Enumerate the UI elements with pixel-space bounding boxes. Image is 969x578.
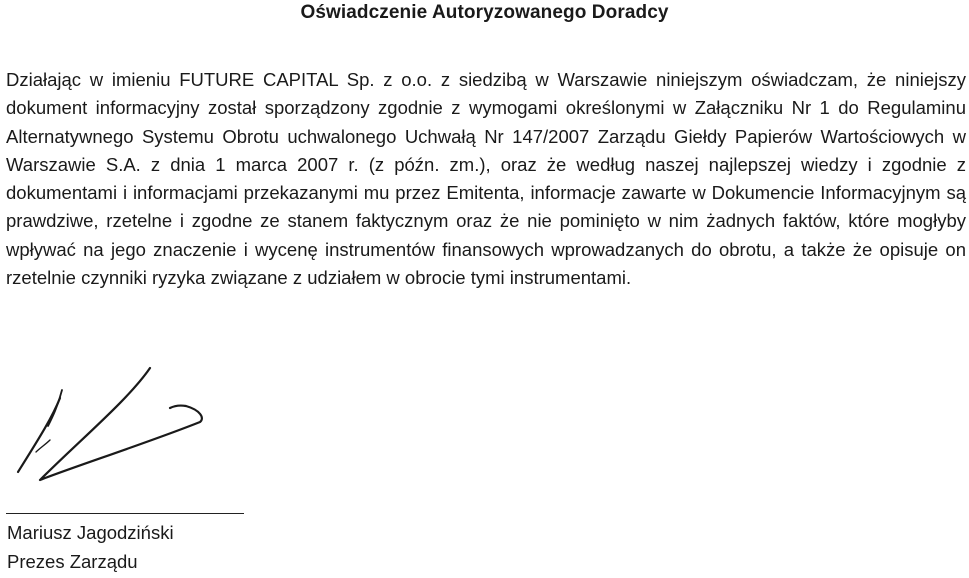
signer-name: Mariusz Jagodziński (7, 522, 174, 543)
signer-role: Prezes Zarządu (7, 551, 138, 572)
document-title: Oświadczenie Autoryzowanego Doradcy (300, 2, 669, 23)
declaration-body: Działając w imieniu FUTURE CAPITAL Sp. z o.o. z siedzibą w Warszawie niniejszym oświadczam, że niniejszy dokument informacyjny został sporządzony zgodnie z wymogami określonymi w Załączniku Nr 1 do Regulaminu Alternatywnego Systemu Obrotu uchwalonego Uchwałą Nr 147/2007 Zarządu Giełdy Papierów Wartościowych w Warszawie S.A. z dnia 1 marca 2007 r. (z późn. zm.), oraz że według naszej najlepszej wiedzy i zgodnie z dokumentami i informacjami przekazanymi mu przez Emitenta, informacje zawarte w Dokumencie Informacyjnym są prawdziwe, rzetelne i zgodne ze stanem faktycznym oraz że nie pominięto w nim żadnych faktów, które mogłyby wpływać na jego znaczenie i wycenę instrumentów finansowych wprowadzanych do obrotu, a także że opisuje on rzetelnie czynniki ryzyka związane z udziałem w obrocie tymi instrumentami. (6, 69, 966, 289)
signature-line (6, 513, 244, 514)
handwritten-signature (0, 360, 220, 500)
